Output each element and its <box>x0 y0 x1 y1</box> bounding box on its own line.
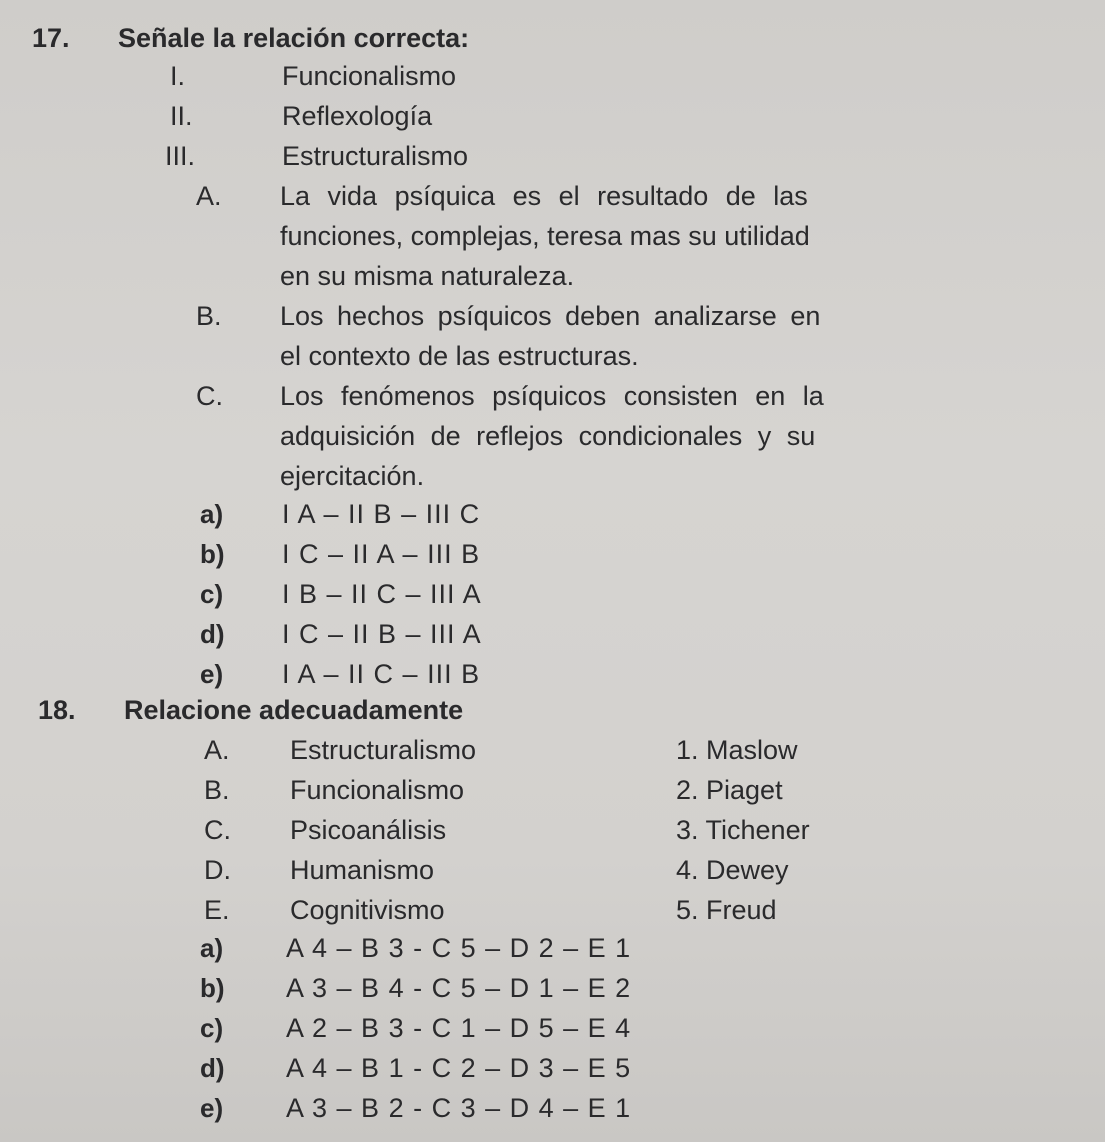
q18-left-text: Cognitivismo <box>290 895 445 925</box>
q17-statement-line: en su misma naturaleza. <box>280 261 575 291</box>
q17-statement-letter: A. <box>196 181 222 211</box>
q18-title: Relacione adecuadamente <box>124 695 464 725</box>
q17-option-label: d) <box>200 619 225 649</box>
q18-left-letter: D. <box>204 855 231 885</box>
q17-statement-line: adquisición de reflejos condicionales y su <box>280 421 816 451</box>
q18-left-letter: A. <box>204 735 230 765</box>
q17-statement-line: La vida psíquica es el resultado de las <box>280 181 808 211</box>
q17-option-text: I B – II C – III A <box>282 579 482 609</box>
q18-left-text: Funcionalismo <box>290 775 465 805</box>
q18-right-item: 4. Dewey <box>676 855 789 885</box>
q18-left-text: Estructuralismo <box>290 735 477 765</box>
q18-option-label: b) <box>200 973 225 1003</box>
q17-statement-line: ejercitación. <box>280 461 425 491</box>
q17-option-text: I C – II B – III A <box>282 619 482 649</box>
q18-right-item: 1. Maslow <box>676 735 798 765</box>
q18-option-label: e) <box>200 1093 224 1123</box>
q18-option-label: a) <box>200 933 224 963</box>
q18-number: 18. <box>38 695 76 725</box>
q17-statement-line: Los hechos psíquicos deben analizarse en <box>280 301 821 331</box>
q18-right-item: 5. Freud <box>676 895 777 925</box>
q18-option-text: A 2 – B 3 - C 1 – D 5 – E 4 <box>286 1013 632 1043</box>
q17-number: 17. <box>32 23 70 53</box>
cut-top-edge <box>0 0 1105 14</box>
q18-left-letter: C. <box>204 815 231 845</box>
q17-option-text: I A – II B – III C <box>282 499 481 529</box>
q18-option-text: A 4 – B 3 - C 5 – D 2 – E 1 <box>286 933 632 963</box>
q17-item-roman: III. <box>165 141 196 171</box>
q17-option-text: I C – II A – III B <box>282 539 481 569</box>
q18-left-letter: B. <box>204 775 230 805</box>
q18-right-item: 3. Tichener <box>676 815 810 845</box>
q17-statement-letter: B. <box>196 301 222 331</box>
q17-item-text: Reflexología <box>282 101 433 131</box>
q17-statement-line: Los fenómenos psíquicos consisten en la <box>280 381 824 411</box>
q17-option-label: a) <box>200 499 224 529</box>
q17-item-text: Estructuralismo <box>282 141 469 171</box>
q18-left-letter: E. <box>204 895 230 925</box>
q18-right-item: 2. Piaget <box>676 775 783 805</box>
q17-item-roman: I. <box>170 61 186 91</box>
q18-left-text: Humanismo <box>290 855 435 885</box>
q18-left-text: Psicoanálisis <box>290 815 447 845</box>
q17-statement-letter: C. <box>196 381 223 411</box>
q17-statement-line: funciones, complejas, teresa mas su utilidad <box>280 221 810 251</box>
q17-item-roman: II. <box>170 101 193 131</box>
q17-title: Señale la relación correcta: <box>118 23 470 53</box>
q18-option-label: c) <box>200 1013 224 1043</box>
q18-option-text: A 3 – B 4 - C 5 – D 1 – E 2 <box>286 973 632 1003</box>
q17-statement-line: el contexto de las estructuras. <box>280 341 639 371</box>
q17-option-label: e) <box>200 659 224 689</box>
q17-option-text: I A – II C – III B <box>282 659 481 689</box>
q18-option-text: A 4 – B 1 - C 2 – D 3 – E 5 <box>286 1053 632 1083</box>
q17-item-text: Funcionalismo <box>282 61 457 91</box>
q18-option-text: A 3 – B 2 - C 3 – D 4 – E 1 <box>286 1093 632 1123</box>
q17-option-label: b) <box>200 539 225 569</box>
q18-option-label: d) <box>200 1053 225 1083</box>
q17-option-label: c) <box>200 579 224 609</box>
